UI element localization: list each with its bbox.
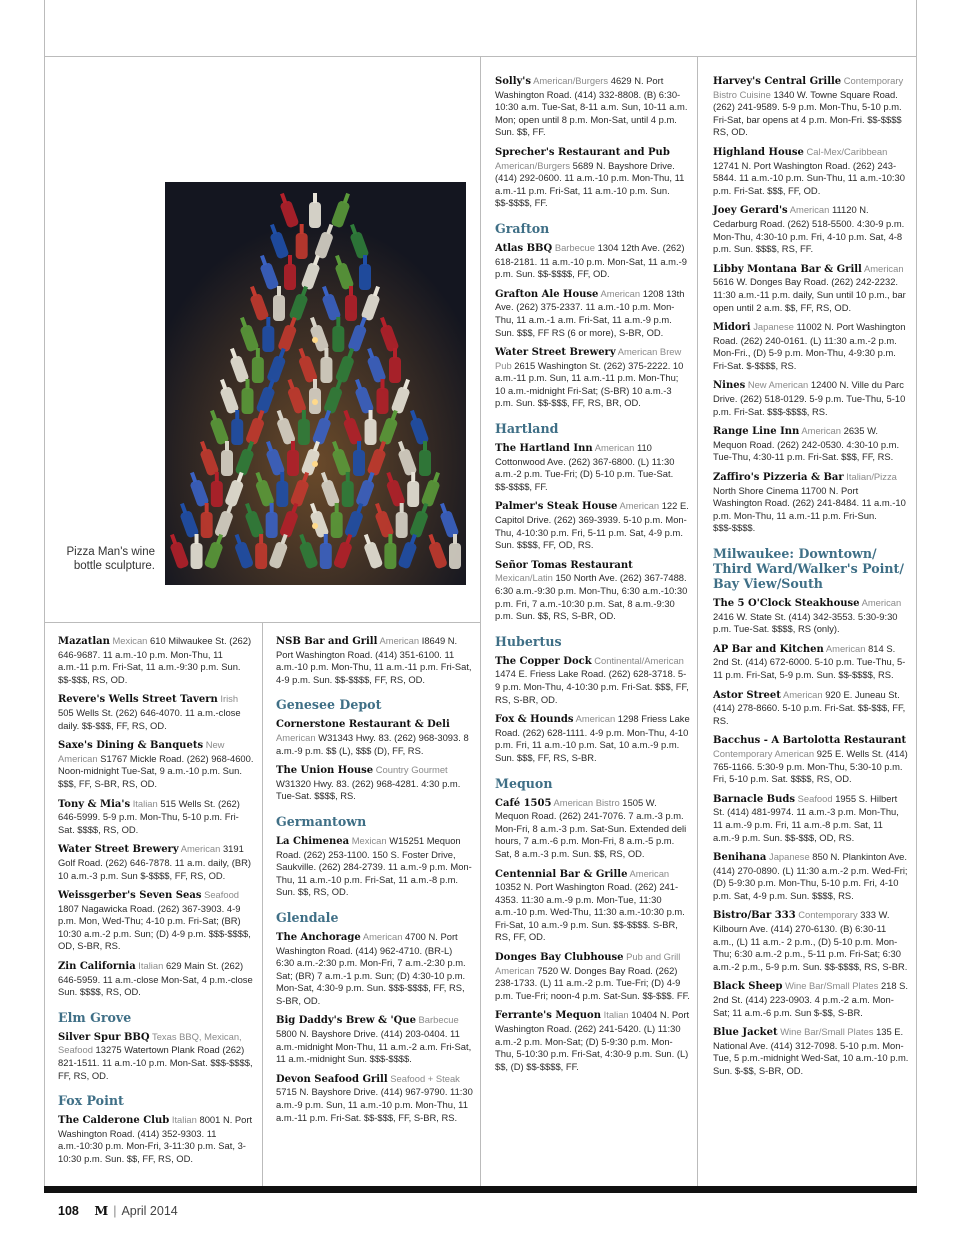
- cuisine-type: Contemporary American: [713, 747, 815, 759]
- restaurant-name: Ferrante's Mequon: [495, 1010, 601, 1022]
- restaurant-name: Highland House: [713, 146, 804, 158]
- restaurant-details: 2635 W. Mequon Road. (262) 242-0530. 4:30-10 p.m. Tue-Thu, 4:30-11 p.m. Fri-Sat. $$$, FF, RS.: [713, 425, 900, 463]
- cuisine-type: Seafood: [204, 889, 240, 901]
- restaurant-name: Café 1505: [495, 797, 552, 809]
- restaurant-listing: [713, 909, 909, 973]
- cuisine-type: Japanese: [769, 851, 810, 863]
- cuisine-type: American: [575, 713, 616, 725]
- restaurant-listing: [276, 764, 473, 803]
- restaurant-details: 5800 N. Bayshore Drive. (414) 203-0404. 11 a.m.-midnight Mon-Thu, 11 a.m.-2 a.m. Fri-Sat, 11 a.m.-midnight Sun. $$$-$$$$.: [276, 1028, 472, 1065]
- restaurant-listing: [276, 835, 473, 899]
- cuisine-type: Japanese: [753, 321, 794, 333]
- cuisine-type: American: [782, 688, 823, 700]
- cuisine-type: New American: [747, 379, 809, 391]
- restaurant-listing: [276, 718, 473, 757]
- section-heading: Milwaukee: Downtown/ Third Ward/Walker's Point/ Bay View/South: [713, 546, 904, 591]
- cuisine-type: Italian: [171, 1114, 197, 1126]
- restaurant-name: Centennial Bar & Grille: [495, 868, 628, 880]
- restaurant-listing: [495, 500, 691, 551]
- restaurant-name: Range Line Inn: [713, 426, 800, 438]
- restaurant-name: Silver Spur BBQ: [58, 1031, 150, 1043]
- restaurant-name: La Chimenea: [276, 835, 350, 847]
- cuisine-type: Pub and Grill American: [495, 951, 681, 976]
- restaurant-name: Black Sheep: [713, 981, 783, 993]
- restaurant-name: Zin California: [58, 961, 136, 973]
- cuisine-type: Contemporary: [798, 909, 858, 921]
- cuisine-type: American Brew Pub: [495, 346, 682, 371]
- cuisine-type: Italian/Pizza: [846, 471, 897, 483]
- restaurant-details: 333 W. Kilbourn Ave. (414) 270-6130. (B) 6:30-11 a.m., (L) 11 a.m.- 2 p.m., (D) 5-10 p.m. Mon-Thu; 6:30 a.m.-2 p.m., 5-11 p.m. Fri-Sat; 6:30 a.m.-2 p.m., 5-9 p.m. Sun. $$-$$$$, RS, S-BR.: [713, 909, 908, 972]
- restaurant-details: 1304 12th Ave. (262) 618-2181. 11 a.m.-10 p.m. Mon-Sat, 11 a.m.-9 p.m. Sun. $$-$$$$, FF, OD.: [495, 241, 687, 280]
- restaurant-name: Joey Gerard's: [713, 205, 788, 217]
- cuisine-type: American: [180, 843, 221, 855]
- restaurant-details: 5689 N. Bayshore Drive. (414) 292-0600. 11 a.m.-10 p.m. Mon-Thu, 11 a.m.-11 p.m. Fri-Sat, 11 a.m.-10 p.m. Sun. $$-$$$$, FF.: [495, 159, 685, 209]
- restaurant-details: 610 Milwaukee St. (262) 646-9687. 11 a.m.-10 p.m. Mon-Thu, 11 a.m.-11 p.m. Fri-Sat, 11 a.m.-9:30 p.m. Sun. $$-$$$, RS, OD.: [58, 635, 252, 685]
- listing-column-1: [58, 635, 255, 1173]
- restaurant-name: Cornerstone Restaurant & Deli: [276, 719, 450, 731]
- restaurant-name: Sprecher's Restaurant and Pub: [495, 146, 670, 158]
- restaurant-details: 13275 Watertown Plank Road (262) 821-1511. 11 a.m.-10 p.m. Mon-Sat. $$$-$$$$, FF, RS, OD.: [58, 1044, 253, 1081]
- restaurant-listing: [495, 655, 691, 706]
- cuisine-type: American: [801, 425, 841, 437]
- restaurant-name: Water Street Brewery: [58, 844, 179, 856]
- restaurant-name: The Hartland Inn: [495, 443, 593, 455]
- restaurant-listing: [495, 346, 691, 410]
- restaurant-name: Harvey's Central Grille: [713, 76, 842, 87]
- cuisine-type: American/Burgers: [495, 159, 571, 171]
- restaurant-name: Zaffiro's Pizzeria & Bar: [713, 472, 844, 484]
- column-divider: [480, 57, 481, 1187]
- section-heading: Elm Grove: [58, 1009, 132, 1025]
- cuisine-type: Italian: [132, 797, 158, 809]
- listing-column-4: [713, 75, 909, 1085]
- listing-column-2: [276, 635, 473, 1131]
- restaurant-name: Water Street Brewery: [495, 347, 616, 359]
- cuisine-type: Country Gourmet: [375, 764, 448, 776]
- restaurant-listing: [276, 1014, 473, 1065]
- section-heading: Hubertus: [495, 633, 562, 649]
- restaurant-listing: [713, 263, 909, 314]
- restaurant-details: 814 S. 2nd St. (414) 672-6000. 5-10 p.m. Tue-Thu, 5-11 p.m. Fri-Sat, 5-9 p.m. Sun. $$-$$$$, RS.: [713, 642, 906, 680]
- restaurant-name: Barnacle Buds: [713, 793, 796, 805]
- restaurant-details: 1807 Nagawicka Road. (262) 367-3903. 4-9 p.m. Mon, Wed-Thu; 4-10 p.m. Fri-Sat; (BR) 10:30 a.m.-2 p.m. Sun; (D) 4-9 p.m. $$$-$$$$, OD, S-BR, RS.: [58, 902, 251, 952]
- cuisine-type: Irish: [220, 693, 239, 705]
- cuisine-type: American/Burgers: [533, 75, 609, 86]
- section-heading: Grafton: [495, 220, 550, 236]
- restaurant-details: W31320 Hwy. 83. (262) 968-4281. 4:30 p.m. Tue-Sat. $$$$, RS.: [276, 777, 461, 802]
- footer-rule: [44, 1186, 917, 1193]
- restaurant-listing: [713, 425, 909, 464]
- restaurant-details: I8649 N. Port Washington Road. (414) 351-6100. 11 a.m.-10 p.m. Mon-Thu, 11 a.m.-11 p.m. Fri-Sat, 4-9 p.m. Sun. $$-$$$$, FF, RS, OD.: [276, 635, 472, 685]
- cuisine-type: American: [861, 597, 902, 608]
- restaurant-name: Bacchus - A Bartolotta Restaurant: [713, 735, 907, 747]
- restaurant-details: 11002 N. Port Washington Road. (262) 240-0161. (L) 11:30 a.m.-2 p.m. Mon-Fri., (D) 5-9 p.m. Mon-Thu, 4-9:30 p.m. Fri-Sat. $-$$$$, RS.: [713, 321, 906, 371]
- restaurant-name: Palmer's Steak House: [495, 501, 618, 513]
- cuisine-type: Seafood + Steak: [390, 1072, 460, 1084]
- restaurant-name: The 5 O'Clock Steakhouse: [713, 598, 860, 609]
- restaurant-listing: [276, 635, 473, 686]
- restaurant-details: 110 Cottonwood Ave. (262) 367-6800. (L) 11:30 a.m.-2 p.m. Tue-Fri; (D) 5-10 p.m. Tue-Sat. $$-$$$$, FF.: [495, 442, 675, 492]
- restaurant-details: 3191 Golf Road. (262) 646-7878. 11 a.m. daily, (BR) 10 a.m.-3 p.m. Sun $-$$$$, FF, RS, OD.: [58, 843, 251, 881]
- light-dot: [312, 399, 318, 405]
- restaurant-details: W31343 Hwy. 83. (262) 968-3093. 8 a.m.-9 p.m. $$ (L), $$$ (D), FF, RS.: [276, 731, 469, 756]
- restaurant-name: Devon Seafood Grill: [276, 1073, 388, 1085]
- restaurant-name: Libby Montana Bar & Grill: [713, 263, 862, 275]
- restaurant-details: 515 Wells St. (262) 646-5999. 5-9 p.m. Mon-Thu, 5-10 p.m. Fri-Sat. $$$$, RS, OD.: [58, 797, 240, 835]
- restaurant-listing: [495, 442, 691, 493]
- restaurant-name: Fox & Hounds: [495, 714, 574, 726]
- restaurant-name: Benihana: [713, 852, 767, 864]
- restaurant-details: 10404 N. Port Washington Road. (262) 241-5420. (L) 11:30 a.m.-2 p.m. Mon-Sat; (D) 5-9:30 p.m. Mon-Thu, 5-10:30 p.m. Fri-Sat, 4:30-9 p.m. Sun. (L) $$, (D) $$-$$$$, FF.: [495, 1009, 690, 1072]
- restaurant-name: Grafton Ale House: [495, 288, 599, 300]
- restaurant-name: NSB Bar and Grill: [276, 636, 378, 647]
- restaurant-details: 1340 W. Towne Square Road. (262) 241-9589. 5-9 p.m. Mon-Thu, 5-10 p.m. Fri-Sat, bar opens at 4 p.m. Mon-Fri. $$-$$$$ RS, OD.: [713, 88, 902, 138]
- cuisine-type: American: [379, 635, 420, 646]
- restaurant-details: 850 N. Plankinton Ave. (414) 270-0890. (L) 11:30 a.m.-2 p.m. Wed-Fri; (D) 5-9:30 p.m. Mon-Thu, 5-10 p.m. Fri, 4-10 p.m. Sat, 4-9 p.m. Sun. $$$$, RS.: [713, 851, 908, 901]
- restaurant-name: Midori: [713, 322, 751, 334]
- section-heading: Glendale: [276, 909, 339, 925]
- cuisine-type: New American: [58, 739, 225, 764]
- restaurant-listing: [713, 793, 909, 844]
- cuisine-type: American: [619, 500, 660, 512]
- restaurant-details: 2615 Washington St. (262) 375-2222. 10 a.m.-11 p.m. Sun, 11 a.m.-11 p.m. Mon-Thu; 10 a.m.-midnight Fri-Sat; (S-BR) 10 a.m.-3 p.m. Sun. $$-$$$, FF, RS, BR, OD.: [495, 359, 684, 409]
- cuisine-type: Continental/American: [594, 654, 684, 666]
- cuisine-type: American: [825, 642, 866, 654]
- light-dot: [312, 337, 318, 343]
- restaurant-listing: [58, 1031, 255, 1082]
- restaurant-details: 629 Main St. (262) 646-5959. 11 a.m.-close Mon-Sat, 4 p.m.-close Sun. $$$$, RS, OD.: [58, 960, 253, 998]
- cuisine-type: American: [629, 867, 670, 879]
- restaurant-details: 11120 N. Cedarburg Road. (262) 518-5500. 4:30-9 p.m. Mon-Thu, 4:30-10 p.m. Fri, 4-10 p.m. Sat, 4-8 p.m. Sun. $$$$, RS, FF.: [713, 204, 905, 255]
- restaurant-name: The Copper Dock: [495, 655, 592, 667]
- restaurant-details: 925 E. Wells St. (414) 765-1166. 5:30-9 p.m. Mon-Thu, 5:30-10 p.m. Fri, 5-10 p.m. Sat. $$$$, RS, OD.: [713, 747, 908, 785]
- restaurant-name: Mazatlan: [58, 636, 110, 647]
- restaurant-details: 135 E. National Ave. (414) 312-7098. 5-10 p.m. Mon-Tue, 5 p.m.-midnight Wed-Sat, 10 a.m.-10 p.m. Sun. $-$$, S-BR, OD.: [713, 1026, 909, 1076]
- restaurant-listing: [495, 146, 691, 210]
- restaurant-listing: [58, 889, 255, 953]
- restaurant-name: AP Bar and Kitchen: [713, 643, 824, 655]
- cuisine-type: Mexican: [112, 635, 148, 646]
- restaurant-listing: [495, 797, 691, 861]
- restaurant-name: The Calderone Club: [58, 1115, 170, 1127]
- restaurant-listing: [713, 75, 909, 139]
- cuisine-type: Italian: [603, 1009, 629, 1021]
- restaurant-details: 5616 W. Donges Bay Road. (262) 242-2232. 11:30 a.m.-11 p.m. daily, Sun until 10 p.m., bar open until 2 a.m. $$, FF, RS, OD.: [713, 276, 906, 313]
- issue-date: April 2014: [121, 1204, 178, 1218]
- restaurant-listing: [713, 1026, 909, 1077]
- restaurant-name: Big Daddy's Brew & 'Que: [276, 1015, 416, 1027]
- light-dot: [312, 461, 318, 467]
- cuisine-type: Cal-Mex/Caribbean: [806, 145, 888, 157]
- restaurant-name: Blue Jacket: [713, 1027, 778, 1039]
- restaurant-details: S1767 Mickle Road. (262) 968-4600. Noon-midnight Tue-Sat, 9 a.m.-10 p.m. Sun. $$$, FF, S-BR, RS, OD.: [58, 752, 254, 789]
- cuisine-type: Barbecue: [418, 1014, 459, 1026]
- section-heading: Mequon: [495, 775, 553, 791]
- restaurant-name: The Anchorage: [276, 931, 361, 943]
- section-heading: Hartland: [495, 421, 559, 437]
- cuisine-type: American: [600, 287, 641, 299]
- restaurant-listing: [713, 734, 909, 785]
- cuisine-type: American: [594, 442, 635, 454]
- magazine-logo: M: [94, 1203, 109, 1218]
- restaurant-listing: [495, 713, 691, 764]
- restaurant-listing: [58, 739, 255, 790]
- restaurant-details: 920 E. Juneau St. (414) 278-8660. 5-10 p.m. Fri-Sat. $$-$$$, FF, RS.: [713, 688, 906, 726]
- restaurant-listing: [495, 1009, 691, 1073]
- restaurant-name: Saxe's Dining & Banquets: [58, 740, 204, 752]
- restaurant-listing: [495, 868, 691, 945]
- restaurant-listing: [713, 597, 909, 636]
- restaurant-details: North Shore Cinema 11700 N. Port Washington Road. (262) 241-8484. 11 a.m.-10 p.m. Mon-Thu, 11 a.m.-11 p.m. Fri-Sun. $$$-$$$$.: [713, 484, 906, 534]
- cuisine-type: American Bistro: [553, 796, 620, 808]
- restaurant-details: 1955 S. Hilbert St. (414) 481-9974. 11 a.m.-3 p.m. Mon-Thu, 11 a.m.-9 p.m. Fri, 11 a.m.-8 p.m. Sat, 11 a.m.-9 p.m. Sun. $$-$$$, OD, RS.: [713, 792, 899, 843]
- restaurant-details: 8001 N. Port Washington Road. (414) 352-9303. 11 a.m.-10:30 p.m. Mon-Fri, 3-11:30 p.m. Sat, 3-10:30 p.m. Sun. $$, FF, RS, OD.: [58, 1114, 253, 1164]
- restaurant-listing: [276, 1073, 473, 1124]
- restaurant-name: Astor Street: [713, 689, 781, 701]
- section-heading: Germantown: [276, 813, 367, 829]
- restaurant-listing: [495, 559, 691, 623]
- restaurant-listing: [713, 980, 909, 1019]
- restaurant-listing: [58, 1114, 255, 1165]
- restaurant-name: The Union House: [276, 765, 374, 777]
- restaurant-listing: [713, 643, 909, 682]
- restaurant-name: Tony & Mia's: [58, 798, 131, 810]
- cuisine-type: Contemporary Bistro Cuisine: [713, 75, 904, 100]
- restaurant-details: 12400 N. Ville du Parc Drive. (262) 518-0129. 5-9 p.m. Tue-Thu, 5-10 p.m. Fri-Sat. $$$-$$$$, RS.: [713, 379, 906, 417]
- cuisine-type: American: [863, 262, 904, 274]
- restaurant-listing: [713, 851, 909, 902]
- restaurant-details: 1208 13th Ave. (262) 375-2337. 11 a.m.-10 p.m. Mon-Thu, 11 a.m.-1 a.m. Fri-Sat, 11 a.m.-9 p.m. Sun. $$$, FF RS (6 or more), S-BR, OD.: [495, 287, 685, 338]
- restaurant-listing: [713, 204, 909, 255]
- restaurant-details: 2416 W. State St. (414) 342-3553. 5:30-9:30 p.m. Tue-Sat. $$$$, RS (only).: [713, 610, 898, 635]
- restaurant-listing: [58, 798, 255, 837]
- top-frame: [44, 0, 917, 57]
- cuisine-type: Seafood: [797, 792, 833, 804]
- restaurant-listing: [495, 951, 691, 1002]
- column-divider: [262, 622, 263, 1187]
- restaurant-name: Weissgerber's Seven Seas: [58, 890, 202, 902]
- restaurant-details: 122 E. Capitol Drive. (262) 369-3939. 5-10 p.m. Mon-Thu, 4-10:30 p.m. Fri, 5-11 p.m. Sat, 4-9 p.m. Sun. $$$$, FF, OD, RS.: [495, 500, 689, 551]
- cuisine-type: Italian: [138, 960, 164, 972]
- restaurant-listing: [713, 321, 909, 372]
- cuisine-type: American: [362, 930, 403, 942]
- page-footer: 108 M | April 2014: [58, 1203, 178, 1218]
- restaurant-listing: [713, 471, 909, 535]
- cuisine-type: Wine Bar/Small Plates: [780, 1026, 874, 1038]
- restaurant-name: Nines: [713, 380, 746, 392]
- column-divider: [697, 57, 698, 1187]
- restaurant-details: 218 S. 2nd St. (414) 223-0903. 4 p.m.-2 a.m. Mon-Sat; 11 a.m.-6 p.m. Sun $-$$, S-BR.: [713, 980, 909, 1018]
- restaurant-listing: [58, 693, 255, 732]
- restaurant-listing: [495, 75, 691, 139]
- restaurant-listing: [495, 242, 691, 281]
- restaurant-listing: [276, 931, 473, 1008]
- cuisine-type: American: [276, 731, 316, 743]
- restaurant-details: 5715 N. Bayshore Drive. (414) 967-9790. 11:30 a.m.-9 p.m. Sun, 11 a.m.-10 p.m. Mon-Thu, 11 a.m.-11 p.m. Fri-Sat. $$-$$$, FF, S-BR, RS.: [276, 1086, 473, 1123]
- listing-column-3: [495, 75, 691, 1080]
- page-number: 108: [58, 1204, 79, 1218]
- restaurant-details: 10352 N. Port Washington Road. (262) 241-4353. 11:30 a.m.-9 p.m. Mon-Tue, 11:30 a.m.-10 p.m. Wed-Thu, 11:30 a.m.-10:30 p.m. Fri-Sat, 10 a.m.-9 p.m. Sun. $$-$$$$. S-BR, RS, FF, OD.: [495, 881, 685, 943]
- wine-bottle-sculpture-photo: [165, 182, 466, 585]
- restaurant-name: Bistro/Bar 333: [713, 910, 796, 922]
- right-border: [916, 57, 917, 1187]
- restaurant-details: 1474 E. Friess Lake Road. (262) 628-3718. 5-9 p.m. Mon-Thu, 4-10:30 p.m. Fri-Sat. $$$, FF, RS, S-BR, OD.: [495, 668, 689, 705]
- restaurant-listing: [713, 379, 909, 418]
- cuisine-type: Mexican: [351, 834, 387, 846]
- restaurant-details: 505 Wells St. (262) 646-4070. 11 a.m.-close daily. $$-$$$, FF, RS, OD.: [58, 706, 241, 731]
- cuisine-type: Wine Bar/Small Plates: [785, 980, 879, 992]
- restaurant-name: Donges Bay Clubhouse: [495, 952, 624, 964]
- restaurant-name: Atlas BBQ: [495, 242, 553, 254]
- light-dot: [312, 523, 318, 529]
- restaurant-details: 150 North Ave. (262) 367-7488. 6:30 a.m.-9:30 p.m. Mon-Thu, 6:30 a.m.-10:30 p.m. Fri, 7 a.m.-10:30 p.m. Sat, 8 a.m.-9:30 p.m. Sun. $$, RS, S-BR, OD.: [495, 572, 688, 622]
- restaurant-details: 4700 N. Port Washington Road. (414) 962-4710. (BR-L) 6:30 a.m.-2:30 p.m. Mon-Fri, 7 a.m.-2:30 p.m. Sat; (BR) 7 a.m.-1 p.m. Sun; (D) 4:30-10 p.m. Mon-Sat, 4:30-9 p.m. Sun. $$$-$$$$, FF, RS, S-BR, OD.: [276, 930, 466, 1006]
- restaurant-listing: [495, 288, 691, 339]
- section-heading: Fox Point: [58, 1093, 124, 1109]
- cuisine-type: Barbecue: [554, 241, 595, 253]
- restaurant-listing: [58, 843, 255, 882]
- restaurant-name: Solly's: [495, 76, 531, 87]
- restaurant-name: Señor Tomas Restaurant: [495, 559, 633, 571]
- restaurant-details: 4629 N. Port Washington Road. (414) 332-8808. (B) 6:30-10:30 a.m. Tue-Sat, 8-11 a.m. Sun, 10-11 a.m. Mon; open until 8 p.m. Mon-Sat, until 4 p.m. Sun. $$, FF.: [495, 75, 688, 138]
- restaurant-details: W15251 Mequon Road. (262) 253-1100. 150 S. Foster Drive, Saukville. (262) 284-2739. 11 a.m.-9 p.m. Mon-Thu, 11 a.m.-10 p.m. Fri-Sat, 11 a.m.-8 p.m. Sun. $$, RS, OD.: [276, 834, 472, 898]
- cuisine-type: American: [789, 204, 830, 216]
- restaurant-details: 1298 Friess Lake Road. (262) 628-1111. 4-9 p.m. Mon-Thu, 4-10 p.m. Fri, 11 a.m.-10 p.m. Sat, 10 a.m.-9 p.m. Sun. $$$, FF, RS, S-BR.: [495, 713, 690, 763]
- section-heading: Genesee Depot: [276, 697, 382, 713]
- restaurant-listing: [713, 689, 909, 728]
- restaurant-details: 7520 W. Donges Bay Road. (262) 238-1733. (L) 11 a.m.-2 p.m. Tue-Fri; (D) 4-9 p.m. Tue-Fri; noon-4 p.m. Sat-Sun. $$-$$$. FF.: [495, 964, 690, 1001]
- restaurant-listing: [58, 635, 255, 686]
- cuisine-type: Mexican/Latin: [495, 572, 553, 584]
- restaurant-listing: [713, 146, 909, 197]
- photo-caption: Pizza Man's wine bottle sculpture.: [66, 546, 155, 572]
- restaurant-details: 12741 N. Port Washington Road. (262) 243-5844. 11 a.m.-10 p.m. Sun-Thu, 11 a.m.-10:30 p.m. Fri-Sat. $$$, FF, OD.: [713, 159, 905, 196]
- restaurant-listing: [58, 960, 255, 999]
- restaurant-name: Revere's Wells Street Tavern: [58, 694, 218, 706]
- cuisine-type: Texas BBQ, Mexican, Seafood: [58, 1030, 242, 1056]
- restaurant-details: 1505 W. Mequon Road. (262) 241-7076. 7 a.m.-3 p.m. Mon-Fri, 8 a.m.-3 p.m. Sat-Sun. Extended deli hours, 7 a.m.-6 p.m. Mon-Fri, 8 a.m.-5 p.m. Sat, 8 a.m.-3 p.m. Sun. $$, RS, OD.: [495, 796, 687, 859]
- photo-divider: [44, 622, 480, 623]
